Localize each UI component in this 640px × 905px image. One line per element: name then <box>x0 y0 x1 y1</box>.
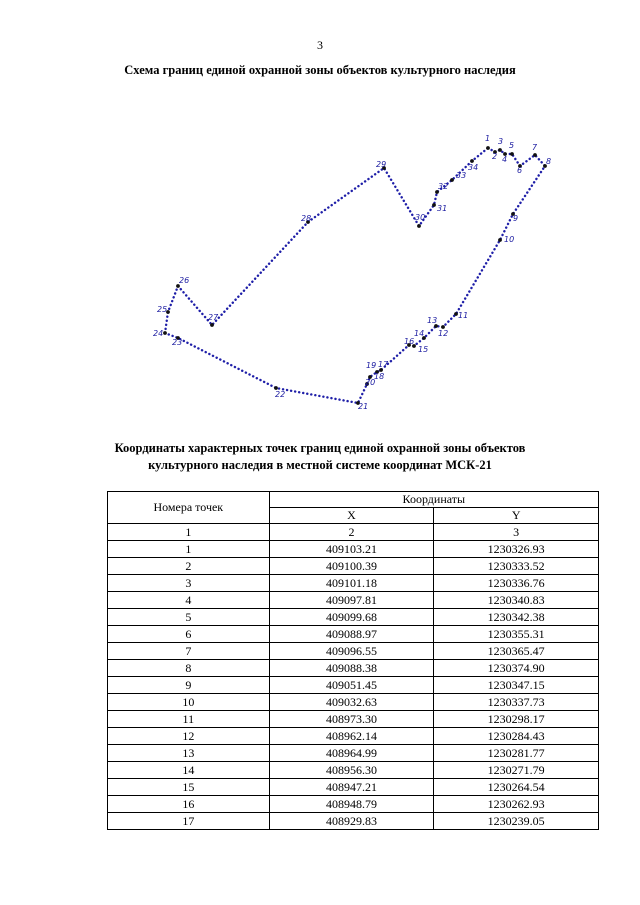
table-row <box>108 728 599 745</box>
boundary-point-marker <box>510 152 514 156</box>
boundary-point-marker <box>432 203 436 207</box>
boundary-point-label: 19 <box>366 361 377 370</box>
y-value: 1230374.90 <box>434 660 599 677</box>
boundary-point-label: 10 <box>504 235 515 244</box>
boundary-point-label: 11 <box>458 311 469 320</box>
column-number: 3 <box>434 524 599 541</box>
boundary-point-label: 7 <box>532 143 538 152</box>
table-row <box>108 762 599 779</box>
boundary-point-label: 28 <box>301 214 312 223</box>
x-value: 409103.21 <box>269 541 434 558</box>
boundary-point-label: 26 <box>179 276 190 285</box>
point-number: 10 <box>108 694 270 711</box>
point-number: 8 <box>108 660 270 677</box>
table-row <box>108 779 599 796</box>
header-point-numbers: Номера точек <box>108 492 270 524</box>
x-value: 409088.97 <box>269 626 434 643</box>
boundary-point-label: 1 <box>485 134 491 143</box>
point-number: 9 <box>108 677 270 694</box>
x-value: 409099.68 <box>269 609 434 626</box>
boundary-point-label: 2 <box>492 152 498 161</box>
y-value: 1230337.73 <box>434 694 599 711</box>
x-value: 409100.39 <box>269 558 434 575</box>
point-number: 12 <box>108 728 270 745</box>
x-value: 408948.79 <box>269 796 434 813</box>
boundary-point-label: 16 <box>404 337 415 346</box>
column-numbering-row <box>108 524 599 541</box>
header-y: Y <box>434 508 599 524</box>
table-row <box>108 592 599 609</box>
point-number: 4 <box>108 592 270 609</box>
table-row <box>108 609 599 626</box>
boundary-line <box>165 148 545 403</box>
y-value: 1230262.93 <box>434 796 599 813</box>
boundary-point-label: 24 <box>153 329 164 338</box>
x-value: 408929.83 <box>269 813 434 830</box>
x-value: 408962.14 <box>269 728 434 745</box>
table-row <box>108 541 599 558</box>
table-row <box>108 643 599 660</box>
x-value: 408964.99 <box>269 745 434 762</box>
y-value: 1230336.76 <box>434 575 599 592</box>
boundary-point-marker <box>417 224 421 228</box>
x-value: 409097.81 <box>269 592 434 609</box>
y-value: 1230326.93 <box>434 541 599 558</box>
y-value: 1230340.83 <box>434 592 599 609</box>
point-number: 11 <box>108 711 270 728</box>
boundary-point-label: 32 <box>438 182 449 191</box>
boundary-point-label: 6 <box>517 166 523 175</box>
y-value: 1230342.38 <box>434 609 599 626</box>
boundary-point-label: 4 <box>502 155 508 164</box>
point-number: 1 <box>108 541 270 558</box>
x-value: 408956.30 <box>269 762 434 779</box>
point-number: 15 <box>108 779 270 796</box>
table-row <box>108 626 599 643</box>
boundary-point-marker <box>498 148 502 152</box>
boundary-point-marker <box>210 323 214 327</box>
y-value: 1230298.17 <box>434 711 599 728</box>
x-value: 409101.18 <box>269 575 434 592</box>
coordinates-title-line-2: культурного наследия в местной системе координат МСК-21 <box>148 458 492 472</box>
point-number: 5 <box>108 609 270 626</box>
boundary-point-label: 14 <box>414 329 425 338</box>
point-number: 2 <box>108 558 270 575</box>
x-value: 409088.38 <box>269 660 434 677</box>
y-value: 1230264.54 <box>434 779 599 796</box>
boundary-point-label: 34 <box>468 163 479 172</box>
boundary-point-label: 8 <box>546 157 552 166</box>
coordinates-title <box>0 440 640 474</box>
column-number: 2 <box>269 524 434 541</box>
header-x: X <box>269 508 434 524</box>
x-value: 408973.30 <box>269 711 434 728</box>
boundary-point-label: 12 <box>438 329 449 338</box>
boundary-point-label: 30 <box>415 213 426 222</box>
table-row <box>108 558 599 575</box>
point-number: 16 <box>108 796 270 813</box>
y-value: 1230347.15 <box>434 677 599 694</box>
boundary-point-marker <box>498 238 502 242</box>
point-number: 7 <box>108 643 270 660</box>
column-number: 1 <box>108 524 270 541</box>
x-value: 409096.55 <box>269 643 434 660</box>
boundary-point-label: 5 <box>509 141 515 150</box>
boundary-point-label: 23 <box>172 338 183 347</box>
boundary-point-label: 9 <box>513 214 519 223</box>
y-value: 1230284.43 <box>434 728 599 745</box>
boundary-point-label: 29 <box>376 160 387 169</box>
table-row <box>108 660 599 677</box>
y-value: 1230333.52 <box>434 558 599 575</box>
table-row <box>108 575 599 592</box>
page-number: 3 <box>317 38 323 52</box>
boundary-point-label: 3 <box>498 137 504 146</box>
table-row <box>108 813 599 830</box>
point-number: 14 <box>108 762 270 779</box>
boundary-point-label: 13 <box>427 316 438 325</box>
boundary-point-marker <box>450 178 454 182</box>
coordinates-title-line-1: Координаты характерных точек границ единой охранной зоны объектов <box>114 441 526 455</box>
y-value: 1230355.31 <box>434 626 599 643</box>
boundary-point-label: 22 <box>275 390 286 399</box>
boundary-point-label: 20 <box>365 378 376 387</box>
table-row <box>108 745 599 762</box>
point-number: 3 <box>108 575 270 592</box>
y-value: 1230271.79 <box>434 762 599 779</box>
point-number: 17 <box>108 813 270 830</box>
header-coordinates: Координаты <box>269 492 598 508</box>
boundary-point-label: 27 <box>208 313 219 322</box>
point-number: 6 <box>108 626 270 643</box>
table-row <box>108 711 599 728</box>
boundary-point-marker <box>486 146 490 150</box>
table-row <box>108 796 599 813</box>
boundary-point-label: 21 <box>358 402 369 411</box>
boundary-point-label: 18 <box>374 372 385 381</box>
boundary-point-label: 25 <box>157 305 168 314</box>
boundary-point-marker <box>163 331 167 335</box>
boundary-point-label: 33 <box>456 171 467 180</box>
coordinates-table <box>107 491 599 830</box>
y-value: 1230239.05 <box>434 813 599 830</box>
x-value: 409032.63 <box>269 694 434 711</box>
y-value: 1230281.77 <box>434 745 599 762</box>
table-row <box>108 677 599 694</box>
table-row <box>108 694 599 711</box>
boundary-scheme <box>0 0 640 430</box>
boundary-point-marker <box>533 153 537 157</box>
scheme-title: Схема границ единой охранной зоны объектов культурного наследия <box>124 63 516 77</box>
x-value: 408947.21 <box>269 779 434 796</box>
boundary-point-label: 31 <box>437 204 448 213</box>
boundary-point-label: 17 <box>378 360 389 369</box>
y-value: 1230365.47 <box>434 643 599 660</box>
x-value: 409051.45 <box>269 677 434 694</box>
boundary-point-label: 15 <box>418 345 429 354</box>
point-number: 13 <box>108 745 270 762</box>
